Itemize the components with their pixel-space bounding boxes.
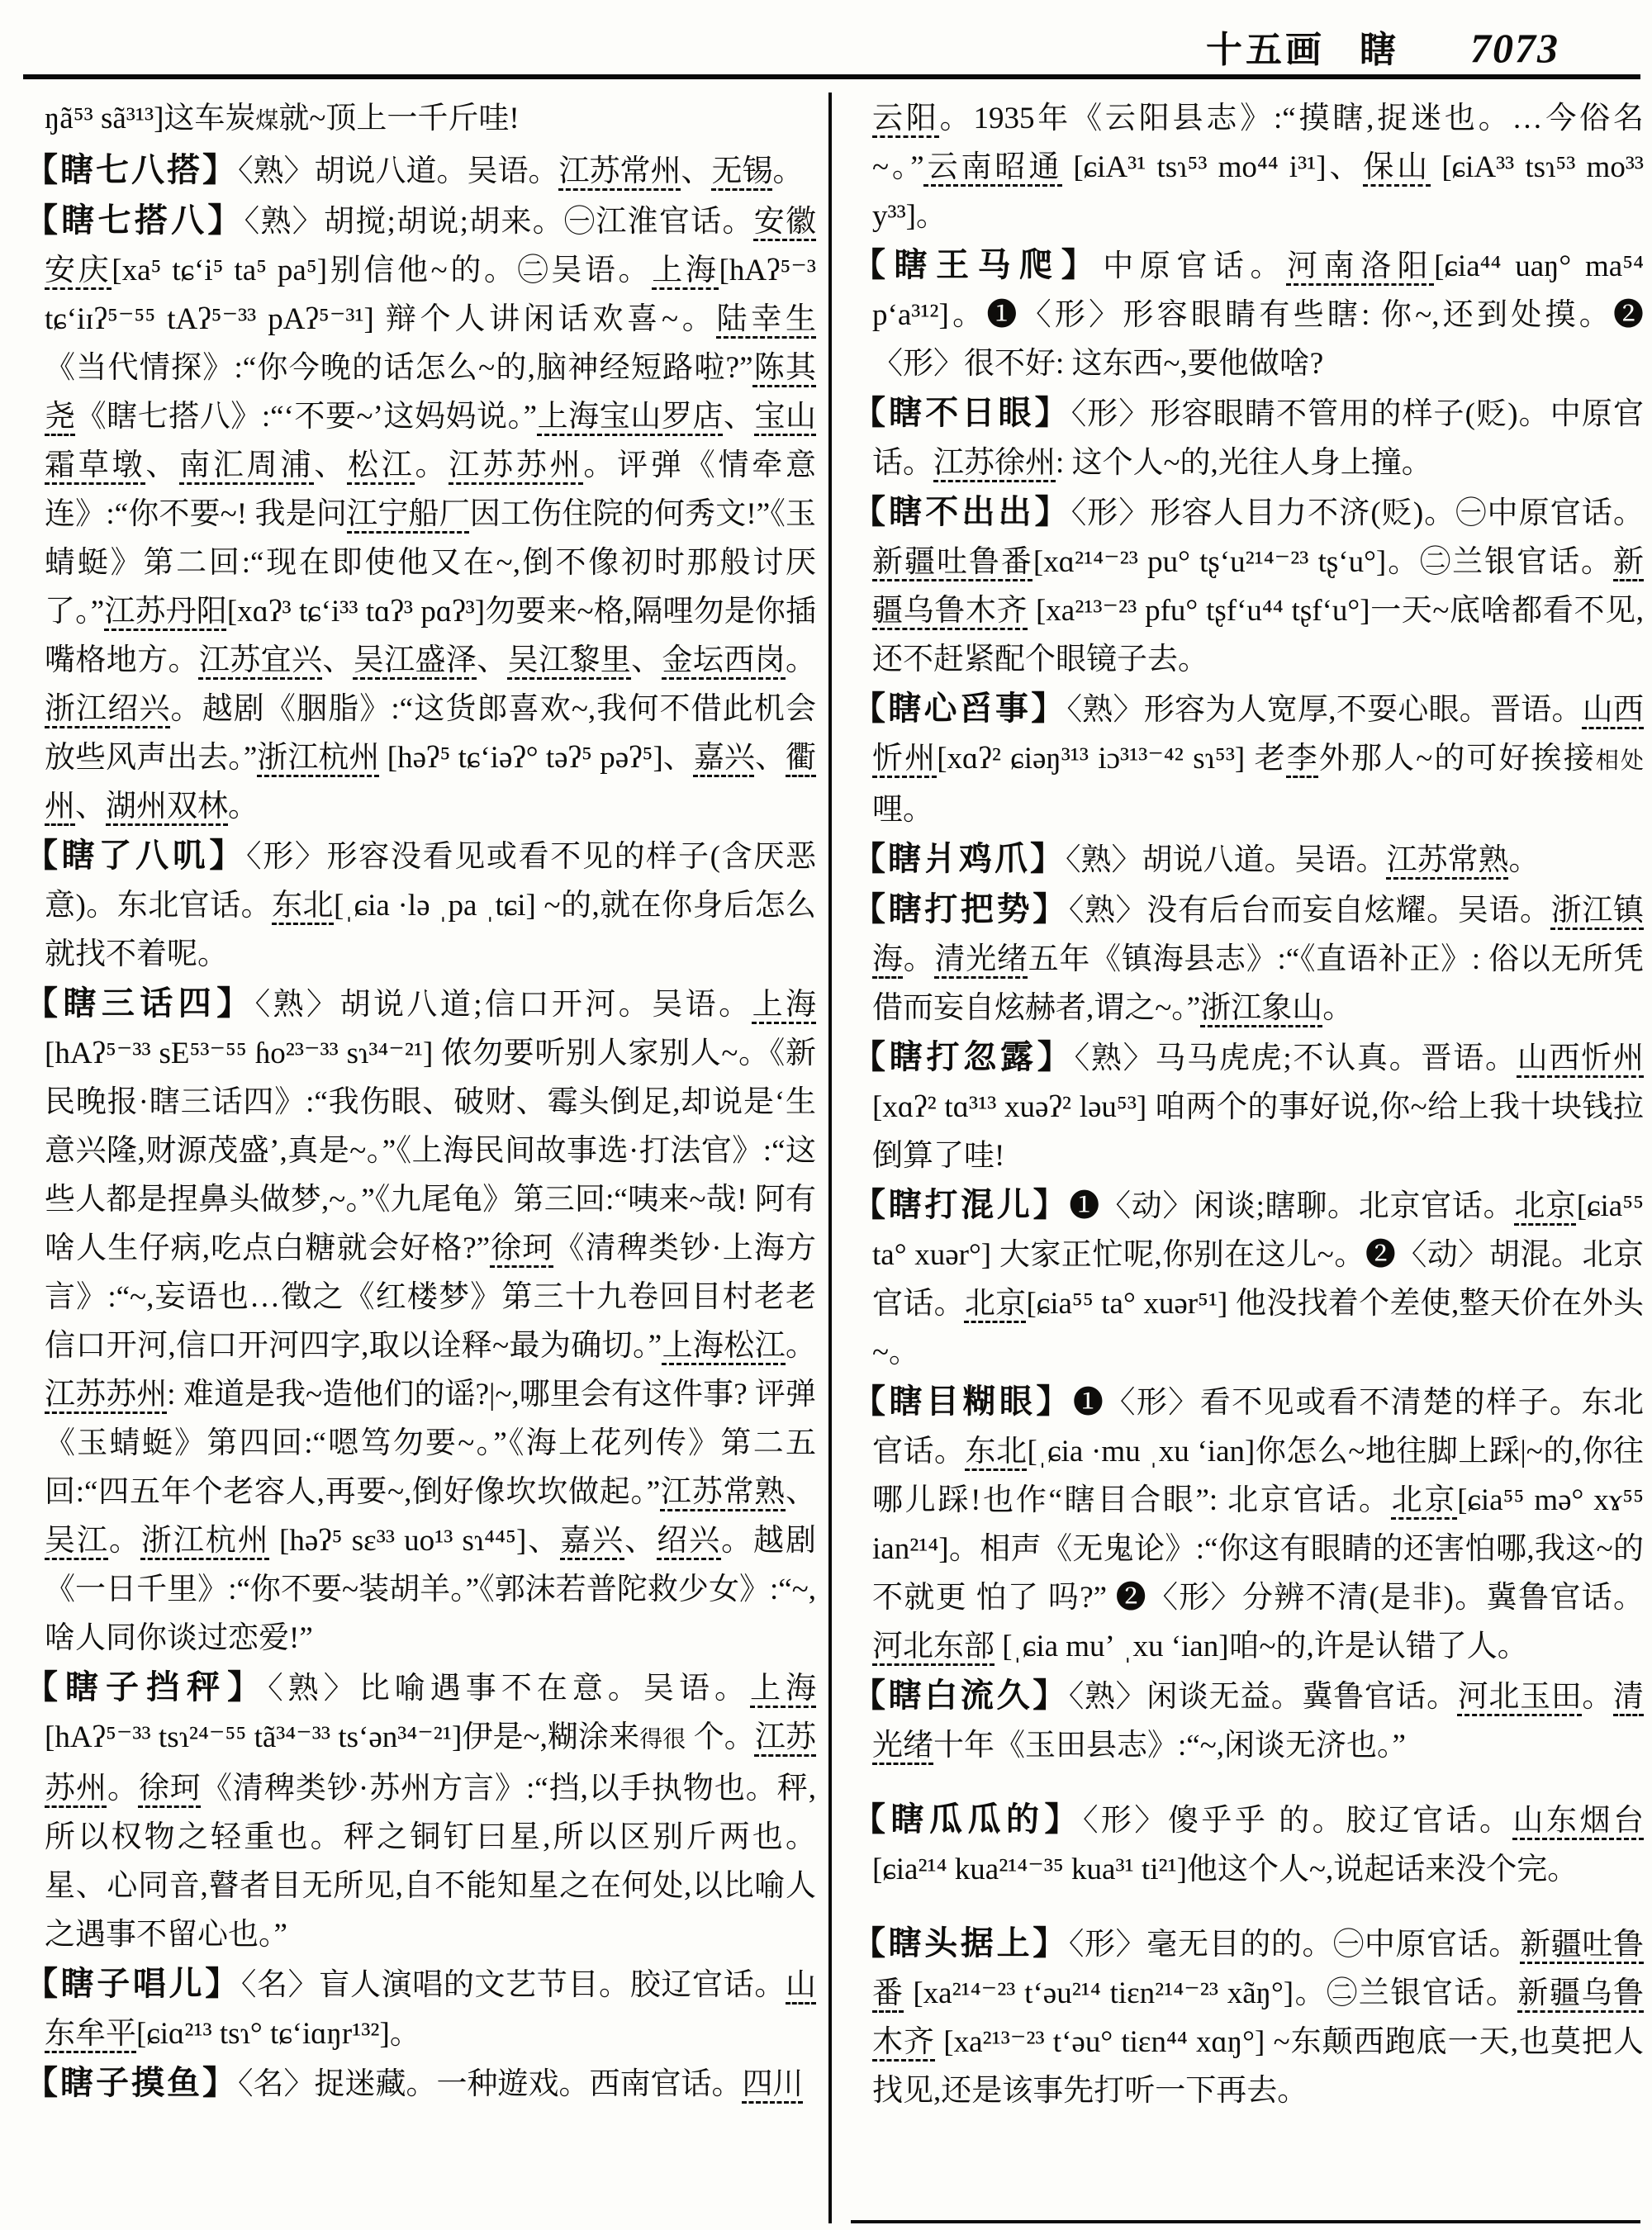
entry-headword: 【瞎子挡秤】	[25, 1668, 268, 1706]
proper-noun: 清光绪	[934, 942, 1028, 976]
entry-text: 〈熟〉比喻遇事不在意。吴语。	[268, 1672, 750, 1706]
entry-headword: 【瞎瓜瓜的】	[852, 1801, 1083, 1838]
entry-text: 、	[786, 1475, 816, 1509]
entry-text: 〈名〉捉迷藏。一种遊戏。西南官话。	[238, 2067, 743, 2101]
proper-noun: 徐珂	[490, 1231, 554, 1265]
entry-text: 相处	[1595, 748, 1644, 774]
proper-noun: 保山	[1363, 150, 1431, 184]
proper-noun: 浙江绍兴	[45, 692, 171, 726]
entry-text: 《清稗类钞·苏州方言》:“挡,以手执物也。秤,所以权物之轻重也。秤之铜钉曰星,所以区别斤两也。星、心同音,瞽者目无所见,自不能知星之在何处,以比喻人之遇事不留心也。”	[45, 1772, 816, 1952]
proper-noun: 上海	[752, 988, 816, 1022]
entry-text: 哩。	[872, 793, 933, 827]
entry-text: 。1935年《云阳县志》:“摸瞎,捉迷也。…今俗名~。”	[872, 102, 1644, 184]
proper-noun: 李	[1286, 742, 1319, 776]
entry-text: : 这个人~的,光往人身上撞。	[1056, 446, 1432, 480]
entry-text: [xa²¹³⁻²³ pfu° tʂfʻu⁴⁴ tʂfʻu°]一天~底啥都看不见,还不赶紧配个眼镜子去。	[872, 594, 1644, 676]
proper-noun: 新疆乌鲁木齐	[872, 545, 1644, 628]
entry-text: 〈形〉形容眼睛不管用的样子(贬)。中原官话。	[872, 397, 1644, 480]
proper-noun: 四川	[742, 2067, 804, 2101]
entry-text: [ɕia⁵⁵ ta° xuər°] 大家正忙呢,你别在这儿~。❷〈动〉胡混。北京官话。	[872, 1189, 1644, 1321]
proper-noun: 北京	[1514, 1189, 1577, 1223]
proper-noun: 东北	[965, 1435, 1028, 1468]
entry-text: 〈名〉盲人演唱的文艺节目。胶辽官话。	[240, 1968, 786, 2002]
entry-text: 、	[681, 154, 712, 188]
entry-headword: 【瞎七搭八】	[25, 202, 244, 239]
entry-text: [ˌɕia ·mu ˌxu ʻian]你怎么~地往脚上踩|~的,你往哪儿踩!也作“瞎目合眼”: 北京官话。	[872, 1435, 1644, 1517]
entry-text: [xa²¹³⁻²³ tʻəu° tiɛn⁴⁴ xɑŋ°] ~东颠西跑底一天,也莫把人找见,还是该事先打听一下再去。	[872, 2025, 1644, 2108]
entry-text: 〈形〉毫无目的的。㊀中原官话。	[1068, 1928, 1521, 1962]
entry-text: 〈熟〉胡说八道。吴语。	[238, 154, 559, 188]
proper-noun: 绍兴	[657, 1524, 722, 1558]
dict-entry	[852, 388, 1644, 487]
proper-noun: 松江	[347, 448, 415, 482]
entry-headword: 【瞎子唱儿】	[25, 1965, 241, 2002]
entry-text: : 难道是我~造他们的谣?|~,哪里会有这件事? 评弹《玉蜻蜓》第四回:“嗯笃勿要~。”《海上花列传》第二五回:“四五年个老容人,再要~,倒好像坎坎做起。”	[45, 1378, 816, 1509]
proper-noun: 山东烟台	[1512, 1804, 1644, 1838]
entry-text: 、	[477, 643, 508, 677]
entry-text: 。越剧《一日千里》:“你不要~装胡羊。”《郭沫若普陀救少女》:“~,啥人同你谈过恋爱!”	[45, 1524, 816, 1655]
entry-text: 〈熟〉胡说八道;信口开河。吴语。	[254, 988, 752, 1022]
radical-char: 瞎	[1360, 30, 1399, 70]
entry-text: 。	[107, 1772, 139, 1805]
proper-noun: 江苏宜兴	[198, 643, 323, 677]
entry-text: 《清稗类钞·上海方言》:“~,妄语也…徵之《红楼梦》第三十九卷回目村老老信口开河,信口开河四字,取以诠释~最为确切。”	[45, 1231, 816, 1363]
dict-entry	[25, 831, 816, 979]
entry-text: 。评弹《情牵意连》:“你不要~! 我是问	[45, 448, 816, 531]
entry-text: 得很	[639, 1727, 686, 1753]
proper-noun: 徐珂	[138, 1772, 202, 1805]
proper-noun: 新疆乌鲁木齐	[872, 1976, 1644, 2059]
entry-text: 。	[415, 448, 449, 482]
dict-entry	[25, 1959, 816, 2058]
entry-text: 煤	[255, 108, 279, 134]
entry-text: 、	[723, 400, 755, 434]
entry-text: 。	[228, 790, 259, 823]
proper-noun: 山东牟平	[45, 1968, 816, 2051]
entry-text: [ɕia⁴⁴ uaŋ° ma⁵⁴ pʻa³¹²]。❶〈形〉形容眼睛有些瞎: 你~,还到处摸。❷〈形〉很不好: 这东西~,要他做啥?	[872, 249, 1644, 381]
proper-noun: 江苏徐州	[933, 446, 1056, 480]
bottom-rule	[851, 2220, 1640, 2223]
entry-text: 外那人~的可好挨接	[1318, 742, 1596, 776]
entry-headword: 【瞎七八搭】	[25, 151, 238, 188]
entry-text: 〈熟〉胡搅;胡说;胡来。㊀江淮官话。	[244, 205, 754, 239]
entry-text: 个。	[686, 1720, 755, 1754]
proper-noun: 衢州	[45, 741, 816, 823]
proper-noun: 新疆吐鲁番	[872, 1928, 1644, 2010]
dict-entry	[852, 1032, 1644, 1180]
entry-headword: 【瞎不出出】	[852, 493, 1071, 530]
entry-text: 。越剧《胭脂》:“这货郎喜欢~,我何不借此机会放些风声出去。”	[45, 692, 816, 775]
left-column	[25, 94, 816, 2225]
entry-text: 、	[322, 643, 354, 677]
entry-text: 〈形〉形容没看见或看不见的样子(含厌恶意)。东北官话。	[45, 840, 816, 923]
dict-entry	[852, 94, 1644, 240]
entry-text: 。	[1582, 1680, 1614, 1714]
proper-noun: 宝山霜草墩	[45, 400, 816, 482]
entry-text: [ɕia⁵⁵ mə° xɤ⁵⁵ ian²¹⁴]。相声《无鬼论》:“你这有眼睛的还害怕哪,我这~的不就更 怕了 吗?” ❷〈形〉分辨不清(是非)。冀鲁官话。	[872, 1483, 1644, 1615]
proper-noun: 河北玉田	[1457, 1680, 1583, 1714]
dict-entry	[852, 885, 1644, 1032]
proper-noun: 上海松江	[662, 1329, 786, 1363]
entry-text: 、	[754, 741, 786, 775]
entry-text: [ˌɕia ·lə ˌpa ˌtɕi] ~的,就在你身后怎么就找不着呢。	[45, 889, 816, 971]
entry-headword: 【瞎了八叽】	[25, 837, 247, 874]
proper-noun: 湖州双林	[106, 790, 228, 823]
entry-text: 。	[108, 1524, 141, 1558]
page-header	[1206, 20, 1559, 73]
entry-headword: 【瞎子摸鱼】	[25, 2064, 238, 2101]
entry-text: 〈熟〉形容为人宽厚,不耍心眼。晋语。	[1066, 693, 1583, 727]
entry-text: [hAʔ⁵⁻³ tɕʻiɪʔ⁵⁻⁵⁵ tAʔ⁵⁻³³ pAʔ⁵⁻³¹] 辩个人讲闲话欢喜~。	[45, 254, 816, 336]
proper-noun: 上海	[750, 1672, 816, 1706]
entry-text: 。	[786, 1329, 816, 1363]
entry-text: 、	[75, 790, 106, 823]
entry-text: 、	[624, 1524, 657, 1558]
entry-headword: 【瞎心舀事】	[852, 690, 1067, 727]
entry-text: 〈熟〉胡说八道。吴语。	[1066, 843, 1387, 877]
proper-noun: 金坛西岗	[662, 643, 786, 677]
entry-headword: 【瞎三话四】	[25, 985, 255, 1022]
proper-noun: 河北东部	[872, 1630, 995, 1663]
proper-noun: 浙江杭州	[140, 1524, 270, 1558]
proper-noun: 北京	[964, 1287, 1027, 1321]
entry-text: 中原官话。	[1103, 249, 1287, 283]
entry-text: [hAʔ⁵⁻³³ tsɿ²⁴⁻⁵⁵ tã³⁴⁻³³ tsʻən³⁴⁻²¹]伊是~,糊涂来	[45, 1720, 640, 1754]
section-label: 十五画	[1206, 30, 1325, 70]
entry-text: [ɕiɑ²¹³ tsɿ° tɕʻiɑŋr¹³²]。	[136, 2017, 420, 2051]
page-number: 7073	[1470, 25, 1559, 71]
proper-noun: 吴江黎里	[507, 643, 632, 677]
proper-noun: 南汇周浦	[179, 448, 315, 482]
proper-noun: 浙江镇海	[872, 894, 1644, 976]
entry-text: 、	[314, 448, 348, 482]
entry-text: [həʔ⁵ tɕʻiəʔ° təʔ⁵ pəʔ⁵]、	[379, 741, 694, 775]
proper-noun: 无锡	[711, 154, 773, 188]
proper-noun: 上海宝山罗店	[537, 400, 724, 434]
dict-entry	[852, 1795, 1644, 1894]
proper-noun: 陈其尧	[45, 351, 816, 434]
dict-entry	[25, 1663, 816, 1959]
entry-text: [xɑʔ² tɑ³¹³ xuəʔ² ləu⁵³] 咱两个的事好说,你~给上我十块钱拉倒算了哇!	[872, 1090, 1644, 1173]
entry-headword: 【瞎头据上】	[852, 1924, 1069, 1962]
entry-text: 〈熟〉没有后台而妄自炫耀。吴语。	[1068, 894, 1551, 928]
entry-text: [ɕiA³¹ tsɿ⁵³ mo⁴⁴ i³¹]、	[1062, 150, 1364, 184]
entry-text: [xɑʔ³ tɕʻi³³ tɑʔ³ pɑʔ³]勿要来~格,隔哩勿是你插嘴格地方。	[45, 595, 816, 677]
entry-headword: 【瞎打忽露】	[852, 1038, 1075, 1075]
proper-noun: 新疆吐鲁番	[872, 545, 1033, 579]
entry-headword: 【瞎王马爬】	[852, 246, 1104, 283]
proper-noun: 江苏常熟	[1386, 843, 1509, 877]
entry-headword: 【瞎打把势】	[852, 890, 1069, 928]
dict-entry	[852, 1919, 1644, 2115]
entry-headword: 【瞎目糊眼】	[852, 1383, 1073, 1420]
dict-entry	[852, 487, 1644, 684]
proper-noun: 东北	[272, 889, 334, 923]
dict-entry	[25, 979, 816, 1663]
entry-text: [ˌɕia muʼ ˌxu ʻian]咱~的,许是认错了人。	[995, 1630, 1528, 1663]
proper-noun: 江宁船厂	[347, 497, 470, 531]
entry-headword: 【瞎不日眼】	[852, 394, 1071, 431]
proper-noun: 嘉兴	[560, 1524, 625, 1558]
entry-text: [ɕia⁵⁵ ta° xuər⁵¹] 他没找着个差使,整天价在外头~。	[872, 1287, 1644, 1369]
proper-noun: 江苏苏州	[449, 448, 584, 482]
entry-text: 。	[1508, 843, 1540, 877]
proper-noun: 清光绪	[872, 1680, 1644, 1763]
dict-entry	[25, 94, 816, 145]
entry-text: [həʔ⁵ sɛ³³ uo¹³ sɿ⁴⁴⁵]、	[269, 1524, 561, 1558]
entry-text: ❶〈形〉看不见或看不清楚的样子。东北官话。	[872, 1386, 1644, 1468]
proper-noun: 浙江象山	[1200, 991, 1323, 1025]
dict-entry	[25, 2058, 816, 2109]
proper-noun: 江苏苏州	[45, 1378, 168, 1412]
proper-noun: 云南昭通	[923, 150, 1063, 184]
entry-text: 。	[1322, 991, 1354, 1025]
proper-noun: 吴江	[45, 1524, 109, 1558]
entry-text: 就~顶上一千斤哇!	[278, 102, 520, 135]
dict-entry	[852, 684, 1644, 834]
header-rule	[23, 74, 1640, 79]
entry-text: [ɕia²¹⁴ kua²¹⁴⁻³⁵ kua³¹ ti²¹]他这个人~,说起话来没个完。	[872, 1853, 1578, 1886]
entry-text: [xɑ²¹⁴⁻²³ pu° tʂʻu²¹⁴⁻²³ tʂʻu°]。㊁兰银官话。	[1032, 545, 1614, 579]
entry-headword: 【瞎白流久】	[852, 1677, 1069, 1714]
entry-text: 。	[772, 154, 804, 188]
entry-text: 《当代情探》:“你今晚的话怎么~的,脑神经短路啦?”	[45, 351, 753, 385]
proper-noun: 河南洛阳	[1286, 249, 1435, 283]
dict-entry	[25, 196, 816, 831]
proper-noun: 嘉兴	[693, 741, 755, 775]
entry-text: [hAʔ⁵⁻³³ sE⁵³⁻⁵⁵ ɦo²³⁻³³ sɿ³⁴⁻²¹] 侬勿要听别人家别人~。《新民晚报·瞎三话四》:“我伤眼、破财、霉头倒足,却说是‘生意兴隆,财源茂盛’,真是~。”《上海民间故事选·打法官》:“这些人都是捏鼻头做梦,~。”《九尾龟》第三回:“咦来~哉! 阿有啥人生仔病,吃点白糖就会好格?”	[45, 1037, 816, 1265]
dict-entry	[852, 1180, 1644, 1377]
entry-text: 、	[631, 643, 662, 677]
proper-noun: 江苏常州	[558, 154, 681, 188]
entry-text: 〈熟〉马马虎虎;不认真。晋语。	[1074, 1041, 1517, 1075]
entry-text: 。	[903, 942, 935, 976]
proper-noun: 安徽安庆	[45, 205, 816, 287]
proper-noun: 北京	[1391, 1483, 1458, 1517]
right-column	[852, 94, 1644, 2225]
entry-text: [xɑʔ² ɕiəŋ³¹³ iɔ³¹³⁻⁴² sɿ⁵³] 老	[937, 742, 1287, 776]
entry-text: 、	[145, 448, 180, 482]
entry-text: [xa⁵ tɕʻi⁵ ta⁵ pa⁵]别信他~的。㊁吴语。	[112, 254, 653, 287]
proper-noun: 江苏丹阳	[104, 595, 227, 629]
entry-headword: 【瞎打混儿】	[852, 1186, 1070, 1223]
entry-text: ❶〈动〉闲谈;瞎聊。北京官话。	[1069, 1189, 1515, 1223]
dict-entry	[25, 145, 816, 196]
proper-noun: 山西忻州	[872, 693, 1644, 776]
entry-headword: 【瞎爿鸡爪】	[852, 840, 1066, 877]
entry-text: 〈熟〉闲谈无益。冀鲁官话。	[1068, 1680, 1458, 1714]
dict-entry	[852, 834, 1644, 885]
proper-noun: 陆幸生	[716, 302, 816, 336]
proper-noun: 江苏常熟	[660, 1475, 786, 1509]
entry-text: 〈形〉傻乎乎 的。胶辽官话。	[1082, 1804, 1513, 1838]
dict-entry	[852, 1377, 1644, 1671]
proper-noun: 江苏苏州	[45, 1720, 816, 1805]
entry-text: ŋã⁵³ sã³¹³]这车炭	[45, 102, 256, 135]
proper-noun: 山西忻州	[1517, 1041, 1644, 1075]
proper-noun: 上海	[652, 254, 719, 287]
entry-text: 五年《镇海县志》:“《直语补正》: 俗以无所凭借而妄自炫赫者,谓之~。”	[872, 942, 1644, 1025]
entry-text: 。	[786, 643, 816, 677]
dict-entry	[852, 240, 1644, 388]
proper-noun: 云阳	[872, 102, 940, 135]
entry-text: 十年《玉田县志》:“~,闲谈无济也。”	[933, 1729, 1406, 1763]
entry-text: [xa²¹⁴⁻²³ tʻəu²¹⁴ tiɛn²¹⁴⁻²³ xãŋ°]。㊁兰银官话。	[904, 1976, 1518, 2010]
entry-text: [ɕiA³³ tsɿ⁵³ mo³³ y³³]。	[872, 150, 1644, 233]
entry-text: 〈形〉形容人目力不济(贬)。㊀中原官话。	[1070, 496, 1644, 530]
column-divider-rule	[828, 93, 832, 2223]
entry-text: 因工伤住院的何秀文!”《玉蜻蜓》第二回:“现在即使他又在~,倒不像初时那般讨厌了。”	[45, 497, 816, 629]
entry-text: 《瞎七搭八》:“‘不要~’这妈妈说。”	[75, 400, 538, 434]
proper-noun: 浙江杭州	[257, 741, 380, 775]
proper-noun: 吴江盛泽	[353, 643, 477, 677]
dict-entry	[852, 1671, 1644, 1770]
